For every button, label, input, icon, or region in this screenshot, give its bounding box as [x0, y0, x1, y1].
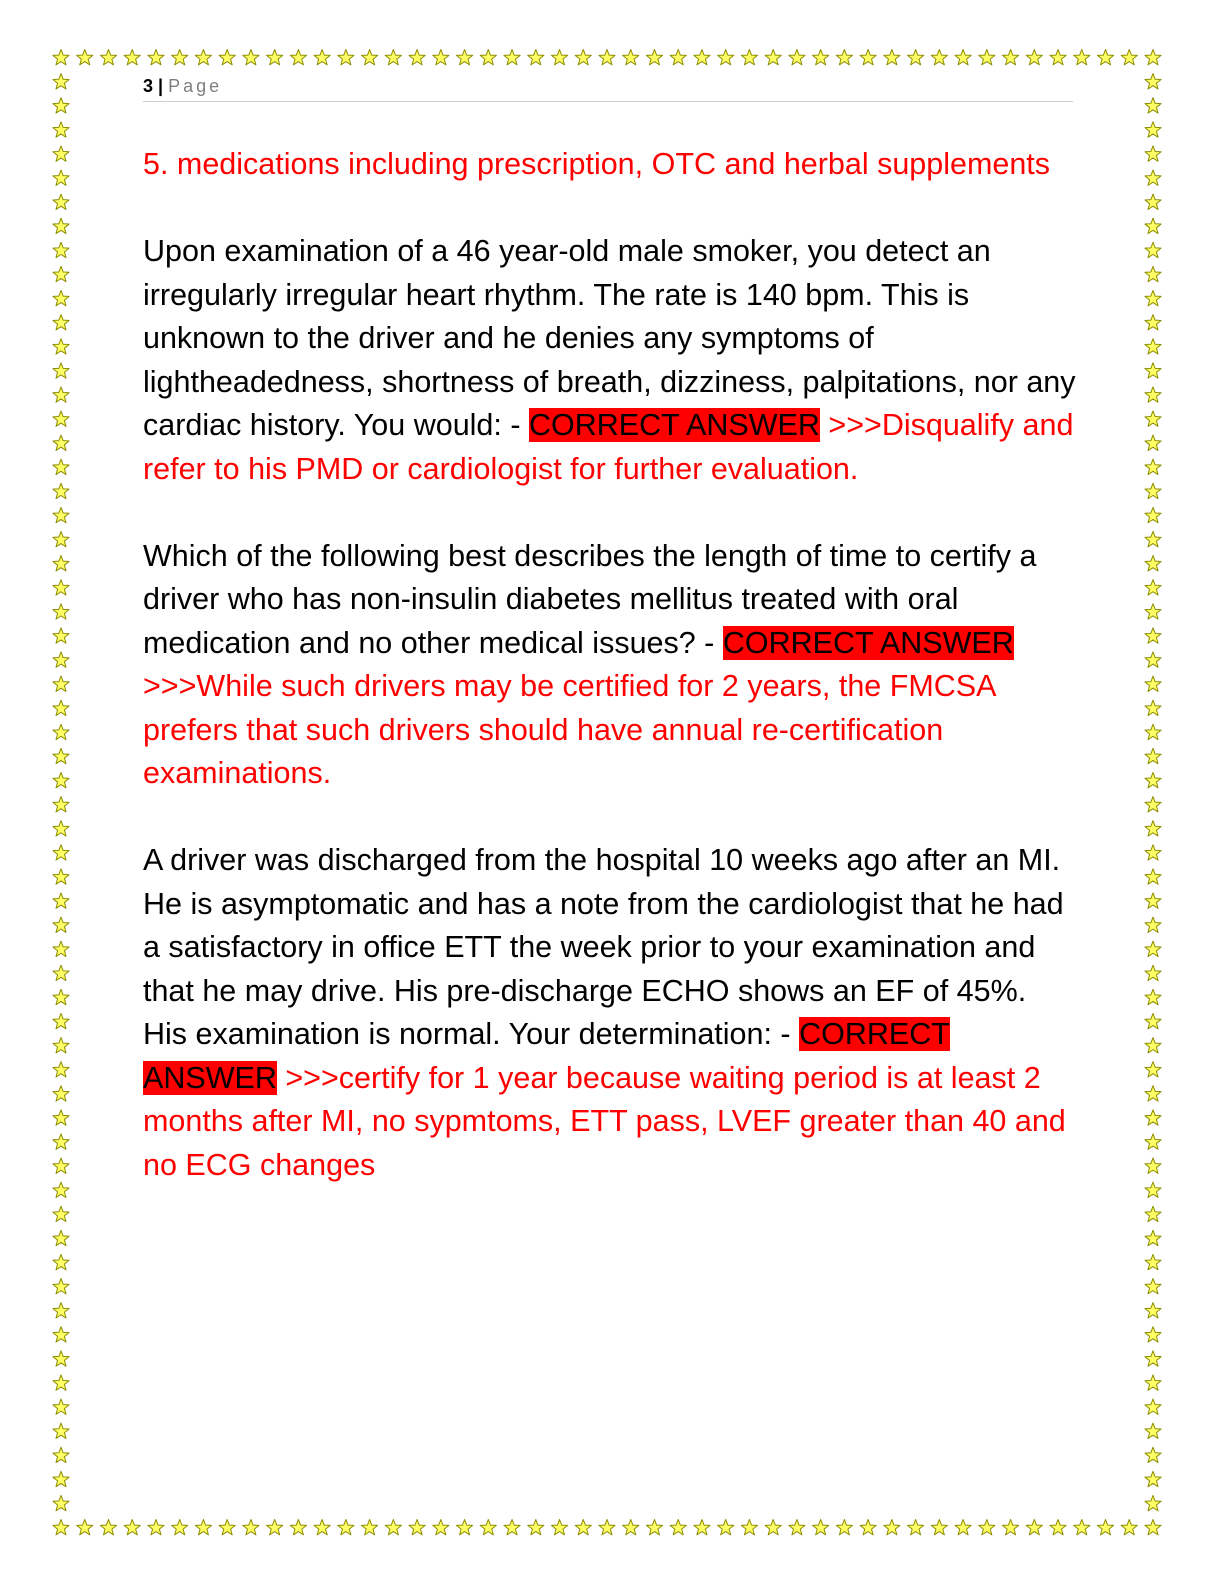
border-star-icon — [1002, 1520, 1018, 1535]
border-star-icon — [53, 580, 69, 595]
border-star-icon — [504, 1520, 520, 1535]
border-star-icon — [1145, 1423, 1161, 1438]
border-star-icon — [1145, 1351, 1161, 1366]
border-star-icon — [1145, 1520, 1161, 1535]
border-star-icon — [1145, 1013, 1161, 1028]
border-star-icon — [53, 1062, 69, 1077]
border-star-icon — [53, 50, 69, 65]
border-star-icon — [1145, 772, 1161, 787]
border-star-icon — [551, 50, 567, 65]
border-star-icon — [931, 50, 947, 65]
border-star-icon — [338, 50, 354, 65]
border-star-icon — [53, 242, 69, 257]
border-star-icon — [1026, 50, 1042, 65]
border-star-icon — [53, 700, 69, 715]
border-star-icon — [1145, 1254, 1161, 1269]
border-star-icon — [1145, 989, 1161, 1004]
border-star-icon — [267, 50, 283, 65]
correct-answer-label: CORRECT ANSWER — [722, 625, 1014, 660]
border-star-icon — [1145, 218, 1161, 233]
border-star-icon — [362, 1520, 378, 1535]
border-star-icon — [1145, 315, 1161, 330]
border-star-icon — [765, 50, 781, 65]
border-star-icon — [385, 1520, 401, 1535]
page-number: 3 — [143, 76, 154, 96]
border-star-icon — [1074, 50, 1090, 65]
border-star-icon — [53, 676, 69, 691]
border-star-icon — [385, 50, 401, 65]
border-star-icon — [195, 1520, 211, 1535]
border-star-icon — [53, 821, 69, 836]
border-star-icon — [53, 218, 69, 233]
border-star-icon — [1145, 580, 1161, 595]
border-star-icon — [53, 483, 69, 498]
border-star-icon — [53, 435, 69, 450]
border-star-icon — [1145, 1182, 1161, 1197]
border-star-icon — [53, 531, 69, 546]
border-star-icon — [243, 1520, 259, 1535]
border-star-icon — [1145, 242, 1161, 257]
border-star-icon — [694, 1520, 710, 1535]
border-star-icon — [53, 363, 69, 378]
qa-item-3 — [143, 535, 1078, 796]
border-star-icon — [551, 1520, 567, 1535]
border-star-icon — [1145, 845, 1161, 860]
border-star-icon — [575, 1520, 591, 1535]
border-star-icon — [1145, 266, 1161, 281]
border-star-icon — [1145, 1279, 1161, 1294]
border-star-icon — [1145, 170, 1161, 185]
border-star-icon — [1121, 50, 1137, 65]
border-star-icon — [77, 1520, 93, 1535]
border-star-icon — [53, 797, 69, 812]
border-star-icon — [1145, 724, 1161, 739]
border-star-icon — [1145, 1303, 1161, 1318]
border-star-icon — [53, 1495, 69, 1510]
border-star-icon — [1145, 1375, 1161, 1390]
header-separator: | — [158, 76, 164, 96]
border-star-icon — [765, 1520, 781, 1535]
question-text: A driver was discharged from the hospital 10 weeks ago after an MI. He is asymptomatic and has a note from the cardiologist that he had a satisfactory in office ETT the week prior to your examination and that he may drive. His pre-discharge ECHO shows an EF of 45%. His examination is normal. Your determination: - — [143, 843, 1064, 1051]
border-star-icon — [1145, 74, 1161, 89]
border-star-icon — [670, 50, 686, 65]
border-star-icon — [789, 50, 805, 65]
border-star-icon — [1145, 869, 1161, 884]
border-star-icon — [1145, 917, 1161, 932]
border-star-icon — [1145, 387, 1161, 402]
border-star-icon — [623, 1520, 639, 1535]
border-star-icon — [100, 1520, 116, 1535]
border-star-icon — [53, 917, 69, 932]
question-text: Upon examination of a 46 year-old male smoker, you detect an irregularly irregular heart rhythm. The rate is 140 bpm. This is unknown to the driver and he denies any symptoms of lightheadedness, shortness of breath, dizziness, palpitations, nor any cardiac history. You would: - — [143, 234, 1076, 442]
border-star-icon — [53, 772, 69, 787]
border-star-icon — [1145, 411, 1161, 426]
border-star-icon — [53, 1254, 69, 1269]
border-star-icon — [172, 1520, 188, 1535]
border-star-icon — [53, 1471, 69, 1486]
border-star-icon — [53, 1447, 69, 1462]
border-star-icon — [53, 1423, 69, 1438]
border-star-icon — [53, 604, 69, 619]
border-star-icon — [1145, 122, 1161, 137]
border-star-icon — [53, 387, 69, 402]
border-star-icon — [789, 1520, 805, 1535]
border-star-icon — [53, 1158, 69, 1173]
border-star-icon — [528, 50, 544, 65]
border-star-icon — [53, 459, 69, 474]
border-star-icon — [53, 122, 69, 137]
border-star-icon — [124, 1520, 140, 1535]
border-star-icon — [1050, 1520, 1066, 1535]
border-star-icon — [53, 266, 69, 281]
border-star-icon — [1145, 483, 1161, 498]
border-star-icon — [53, 411, 69, 426]
border-star-icon — [1145, 965, 1161, 980]
border-star-icon — [1002, 50, 1018, 65]
border-star-icon — [219, 50, 235, 65]
border-star-icon — [456, 1520, 472, 1535]
border-star-icon — [1145, 1206, 1161, 1221]
border-star-icon — [836, 1520, 852, 1535]
border-star-icon — [979, 50, 995, 65]
border-star-icon — [195, 50, 211, 65]
border-star-icon — [53, 1038, 69, 1053]
border-star-icon — [1145, 363, 1161, 378]
answer-text: >>>While such drivers may be certified for 2 years, the FMCSA prefers that such drivers should have annual re-certification examinations. — [143, 669, 995, 790]
border-star-icon — [1026, 1520, 1042, 1535]
border-star-icon — [1145, 1471, 1161, 1486]
border-star-icon — [53, 1327, 69, 1342]
border-star-icon — [100, 50, 116, 65]
border-star-icon — [646, 50, 662, 65]
border-star-icon — [53, 1351, 69, 1366]
answer-text: >>>Disqualify and refer to his PMD or cardiologist for further evaluation. — [143, 408, 1074, 486]
border-star-icon — [1145, 194, 1161, 209]
border-star-icon — [718, 1520, 734, 1535]
border-star-icon — [53, 194, 69, 209]
border-star-icon — [53, 1182, 69, 1197]
border-star-icon — [53, 1520, 69, 1535]
border-star-icon — [1145, 1447, 1161, 1462]
answer-text: >>>certify for 1 year because waiting period is at least 2 months after MI, no sypmtoms, ETT pass, LVEF greater than 40 and no ECG changes — [143, 1060, 1066, 1182]
border-star-icon — [1145, 1110, 1161, 1125]
border-star-icon — [908, 50, 924, 65]
border-star-icon — [1145, 604, 1161, 619]
border-star-icon — [219, 1520, 235, 1535]
border-star-icon — [53, 628, 69, 643]
border-star-icon — [314, 50, 330, 65]
border-star-icon — [718, 50, 734, 65]
border-star-icon — [53, 869, 69, 884]
border-star-icon — [53, 339, 69, 354]
question-text: Which of the following best describes the length of time to certify a driver who has non-insulin diabetes mellitus treated with oral medication and no other medical issues? - — [143, 538, 1037, 660]
border-star-icon — [836, 50, 852, 65]
border-star-icon — [290, 1520, 306, 1535]
border-star-icon — [53, 98, 69, 113]
border-star-icon — [1145, 652, 1161, 667]
correct-answer-label: CORRECT ANSWER — [528, 408, 820, 442]
border-star-icon — [741, 50, 757, 65]
border-star-icon — [1145, 628, 1161, 643]
border-star-icon — [884, 1520, 900, 1535]
border-star-icon — [504, 50, 520, 65]
border-star-icon — [53, 724, 69, 739]
border-star-icon — [813, 1520, 829, 1535]
border-star-icon — [53, 556, 69, 571]
border-star-icon — [53, 1375, 69, 1390]
border-star-icon — [53, 845, 69, 860]
answer-text: 5. medications including prescription, OTC and herbal supplements — [143, 147, 1051, 181]
border-star-icon — [53, 290, 69, 305]
border-star-icon — [1145, 339, 1161, 354]
border-star-icon — [53, 1110, 69, 1125]
border-star-icon — [955, 1520, 971, 1535]
border-star-icon — [979, 1520, 995, 1535]
border-star-icon — [1097, 50, 1113, 65]
border-star-icon — [1145, 1038, 1161, 1053]
border-star-icon — [53, 941, 69, 956]
border-star-icon — [623, 50, 639, 65]
border-star-icon — [1145, 893, 1161, 908]
border-star-icon — [1097, 1520, 1113, 1535]
border-star-icon — [53, 1303, 69, 1318]
border-star-icon — [1145, 459, 1161, 474]
border-star-icon — [267, 1520, 283, 1535]
border-star-icon — [243, 50, 259, 65]
border-star-icon — [338, 1520, 354, 1535]
border-star-icon — [1074, 1520, 1090, 1535]
border-star-icon — [741, 1520, 757, 1535]
border-star-icon — [1145, 531, 1161, 546]
border-star-icon — [53, 652, 69, 667]
border-star-icon — [575, 50, 591, 65]
border-star-icon — [53, 1013, 69, 1028]
border-star-icon — [53, 1230, 69, 1245]
border-star-icon — [53, 170, 69, 185]
border-star-icon — [53, 1134, 69, 1149]
border-star-icon — [599, 50, 615, 65]
border-star-icon — [1145, 50, 1161, 65]
border-star-icon — [884, 50, 900, 65]
border-star-icon — [290, 50, 306, 65]
border-star-icon — [53, 1086, 69, 1101]
border-star-icon — [1050, 50, 1066, 65]
border-star-icon — [1145, 1158, 1161, 1173]
border-star-icon — [314, 1520, 330, 1535]
border-star-icon — [1145, 98, 1161, 113]
border-star-icon — [1145, 797, 1161, 812]
border-star-icon — [813, 50, 829, 65]
border-star-icon — [172, 50, 188, 65]
border-star-icon — [860, 50, 876, 65]
border-star-icon — [362, 50, 378, 65]
border-star-icon — [124, 50, 140, 65]
border-star-icon — [409, 1520, 425, 1535]
border-star-icon — [409, 50, 425, 65]
border-star-icon — [1145, 556, 1161, 571]
border-star-icon — [53, 146, 69, 161]
border-star-icon — [53, 748, 69, 763]
border-star-icon — [148, 1520, 164, 1535]
border-star-icon — [480, 50, 496, 65]
border-star-icon — [908, 1520, 924, 1535]
border-star-icon — [955, 50, 971, 65]
border-star-icon — [694, 50, 710, 65]
border-star-icon — [53, 74, 69, 89]
border-star-icon — [53, 965, 69, 980]
border-star-icon — [1145, 435, 1161, 450]
border-star-icon — [1145, 290, 1161, 305]
border-star-icon — [1145, 1230, 1161, 1245]
correct-answer-label: CORRECT ANSWER — [143, 1017, 950, 1095]
border-star-icon — [53, 315, 69, 330]
border-star-icon — [433, 1520, 449, 1535]
border-star-icon — [1145, 748, 1161, 763]
border-star-icon — [148, 50, 164, 65]
border-star-icon — [456, 50, 472, 65]
border-star-icon — [480, 1520, 496, 1535]
border-star-icon — [53, 1279, 69, 1294]
border-star-icon — [670, 1520, 686, 1535]
border-star-icon — [1145, 1399, 1161, 1414]
border-star-icon — [931, 1520, 947, 1535]
border-star-icon — [53, 1399, 69, 1414]
border-star-icon — [1145, 941, 1161, 956]
border-star-icon — [599, 1520, 615, 1535]
border-star-icon — [1145, 821, 1161, 836]
border-star-icon — [1145, 1062, 1161, 1077]
border-star-icon — [860, 1520, 876, 1535]
border-star-icon — [1145, 507, 1161, 522]
border-star-icon — [528, 1520, 544, 1535]
qa-item-2 — [143, 230, 1078, 491]
border-star-icon — [1145, 676, 1161, 691]
qa-item-4 — [143, 839, 1078, 1187]
page-label: Page — [168, 76, 223, 96]
border-star-icon — [53, 507, 69, 522]
border-star-icon — [646, 1520, 662, 1535]
qa-item-1 — [143, 143, 1078, 187]
border-star-icon — [53, 893, 69, 908]
border-star-icon — [1145, 1327, 1161, 1342]
border-star-icon — [1145, 1495, 1161, 1510]
border-star-icon — [1145, 146, 1161, 161]
border-star-icon — [1145, 1086, 1161, 1101]
border-star-icon — [53, 1206, 69, 1221]
border-star-icon — [1145, 1134, 1161, 1149]
page-header — [143, 74, 1073, 102]
border-star-icon — [53, 989, 69, 1004]
border-star-icon — [433, 50, 449, 65]
document-body — [143, 143, 1078, 1231]
border-star-icon — [77, 50, 93, 65]
border-star-icon — [1121, 1520, 1137, 1535]
border-star-icon — [1145, 700, 1161, 715]
